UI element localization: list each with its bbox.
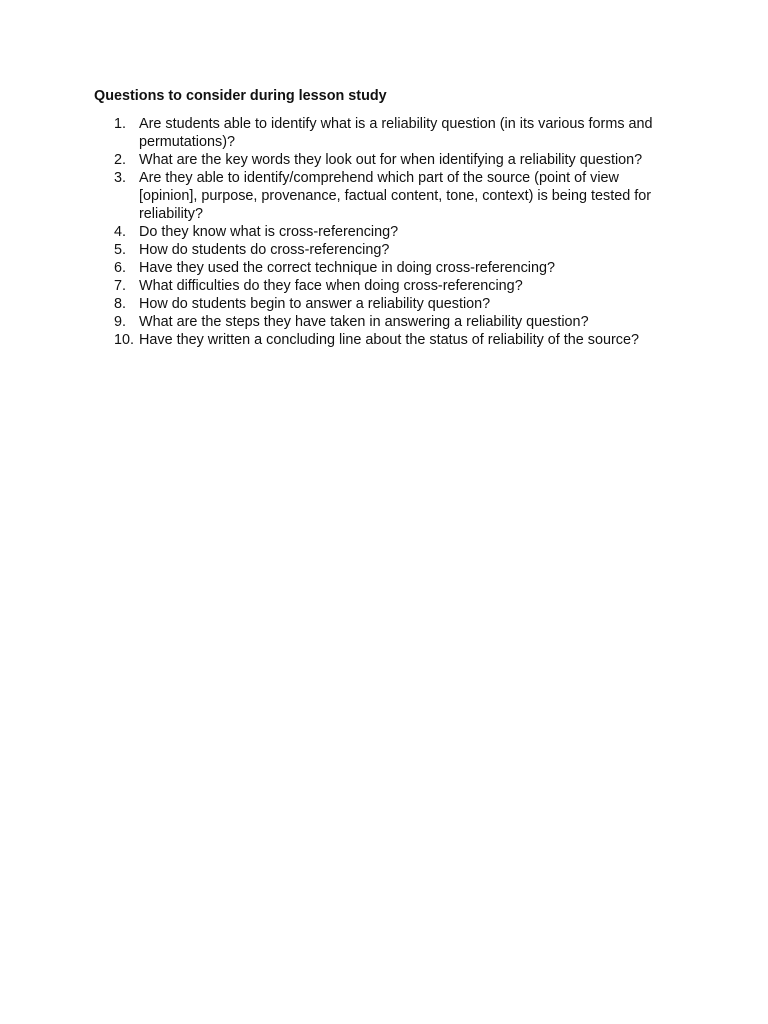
question-text: How do students begin to answer a reliability question? [139,296,491,312]
question-item [0,169,768,223]
question-number: 8. [114,296,127,312]
question-number: 1. [114,116,127,132]
question-number: 7. [114,278,127,294]
question-number: 5. [114,242,127,258]
question-number: 4. [114,224,127,240]
question-text: How do students do cross-referencing? [139,242,390,258]
question-list [0,115,768,349]
question-item [0,259,768,277]
question-item [0,295,768,313]
question-number: 3. [114,170,127,186]
question-text: Do they know what is cross-referencing? [139,224,399,240]
question-item [0,223,768,241]
question-item [0,313,768,331]
question-text: What are the key words they look out for when identifying a reliability question? [139,152,643,168]
question-number: 6. [114,260,127,276]
question-item [0,151,768,169]
question-item [0,277,768,295]
document-heading: Questions to consider during lesson study [94,88,387,104]
question-text: Are students able to identify what is a reliability question (in its various forms and permutations)? [139,116,653,150]
question-text: Have they written a concluding line about the status of reliability of the source? [139,332,639,348]
question-item [0,115,768,151]
question-number: 2. [114,152,127,168]
question-text: What difficulties do they face when doing cross-referencing? [139,278,523,294]
question-text: Have they used the correct technique in doing cross-referencing? [139,260,555,276]
question-number: 9. [114,314,127,330]
question-text: Are they able to identify/comprehend which part of the source (point of view [opinion], purpose, provenance, factual content, tone, context) is being tested for reliability? [139,170,651,222]
question-item [0,331,768,349]
question-number: 10. [114,332,135,348]
question-text: What are the steps they have taken in answering a reliability question? [139,314,589,330]
question-item [0,241,768,259]
